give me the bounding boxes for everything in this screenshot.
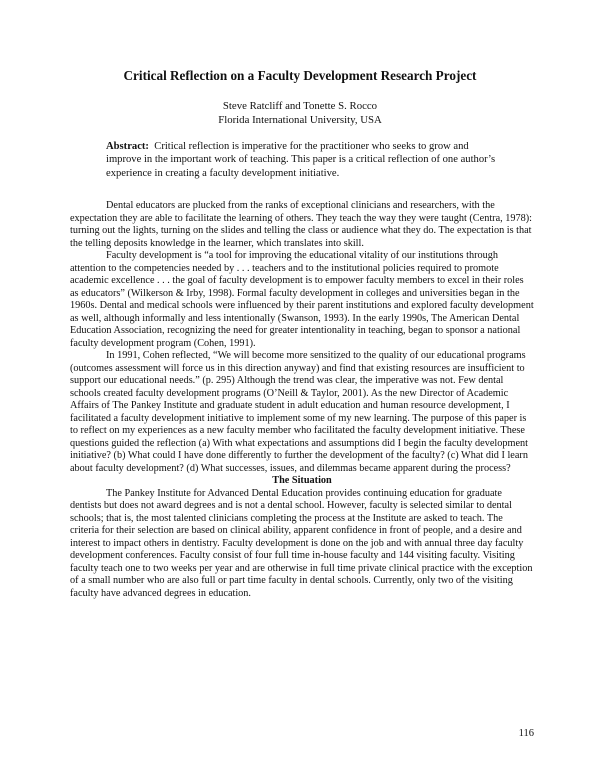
abstract-label: Abstract: — [106, 141, 149, 152]
page-number: 116 — [518, 728, 534, 739]
author-names: Steve Ratcliff and Tonette S. Rocco — [222, 100, 378, 112]
body-paragraph: In 1991, Cohen reflected, “We will become more sensitized to the quality of our educational programs (outcomes assessment will force us in this direction anyway) and find that existing resources are insufficient to support our educational needs.” (p. 295) Although the trend was clear, the imperative was not. Few dental schools created faculty development programs (O’Neill & Taylor, 2001). As the new Director of Academic Affairs of The Pankey Institute and graduate student in adult education and human resource development, I facilitated a faculty development initiative to implement some of my new learning. The purpose of this paper is to reflect on my experiences as a new faculty member who facilitated the faculty development initiative. These questions guided the reflection (a) With what expectations and assumptions did I begin the faculty development initiative? (b) What could I have done differently to further the development of the faculty? (c) What did I learn about faculty development? (d) What successes, issues, and dilemmas became apparent during the process? — [70, 350, 528, 474]
author-block — [0, 100, 600, 127]
author-affiliation: Florida International University, USA — [218, 113, 382, 126]
paper-title: Critical Reflection on a Faculty Development Research Project — [123, 68, 477, 83]
section-heading: The Situation — [272, 475, 332, 486]
body-paragraph: Faculty development is “a tool for improving the educational vitality of our institutions through attention to the competencies needed by . . . teachers and to the institutional policies required to promote academic excellence . . . the goal of faculty development is to empower faculty members to excel in their roles as educators” (Wilkerson & Irby, 1998). Formal faculty development in colleges and universities began in the 1960s. Dental and medical schools were influenced by their parent institutions and explored faculty development as well, although informally and less intentionally (Swanson, 1993). In the early 1990s, The American Dental Education Association, recognizing the need for greater intentionality in teaching, began to sponsor a national faculty development program (Cohen, 1991). — [70, 250, 534, 349]
body-paragraph: The Pankey Institute for Advanced Dental Education provides continuing education for graduate dentists but does not award degrees and is not a dental school. However, faculty is selected similar to dental schools; that is, the most talented clinicians completing the process at the Institute are asked to teach. The criteria for their selection are based on clinical ability, apparent confidence in front of people, and a desire and interest to impact others in dentistry. Faculty development is done on the job and with annual three day faculty development conferences. Faculty consist of four full time in-house faculty and 144 visiting faculty. Visiting faculty teach one to two weeks per year and are otherwise in full time private clinical practice with the exception of a small number who are also full or part time faculty in dental schools. Currently, only two of the visiting faculty have advanced degrees in education. — [70, 487, 533, 599]
body-text — [70, 200, 534, 600]
abstract-text: Critical reflection is imperative for the practitioner who seeks to grow and improve in the important work of teaching. This paper is a critical reflection of one author’s experience in creating a faculty development initiative. — [106, 141, 496, 179]
body-paragraph: Dental educators are plucked from the ranks of exceptional clinicians and researchers, with the expectation they are able to facilitate the learning of others. They teach the way they were taught (Centra, 1978): turning out the lights, turning on the slides and telling the class or audience what they do. The expectation is that the telling deposits knowledge in the learner, which translates into skill. — [70, 200, 533, 249]
abstract — [106, 140, 496, 180]
